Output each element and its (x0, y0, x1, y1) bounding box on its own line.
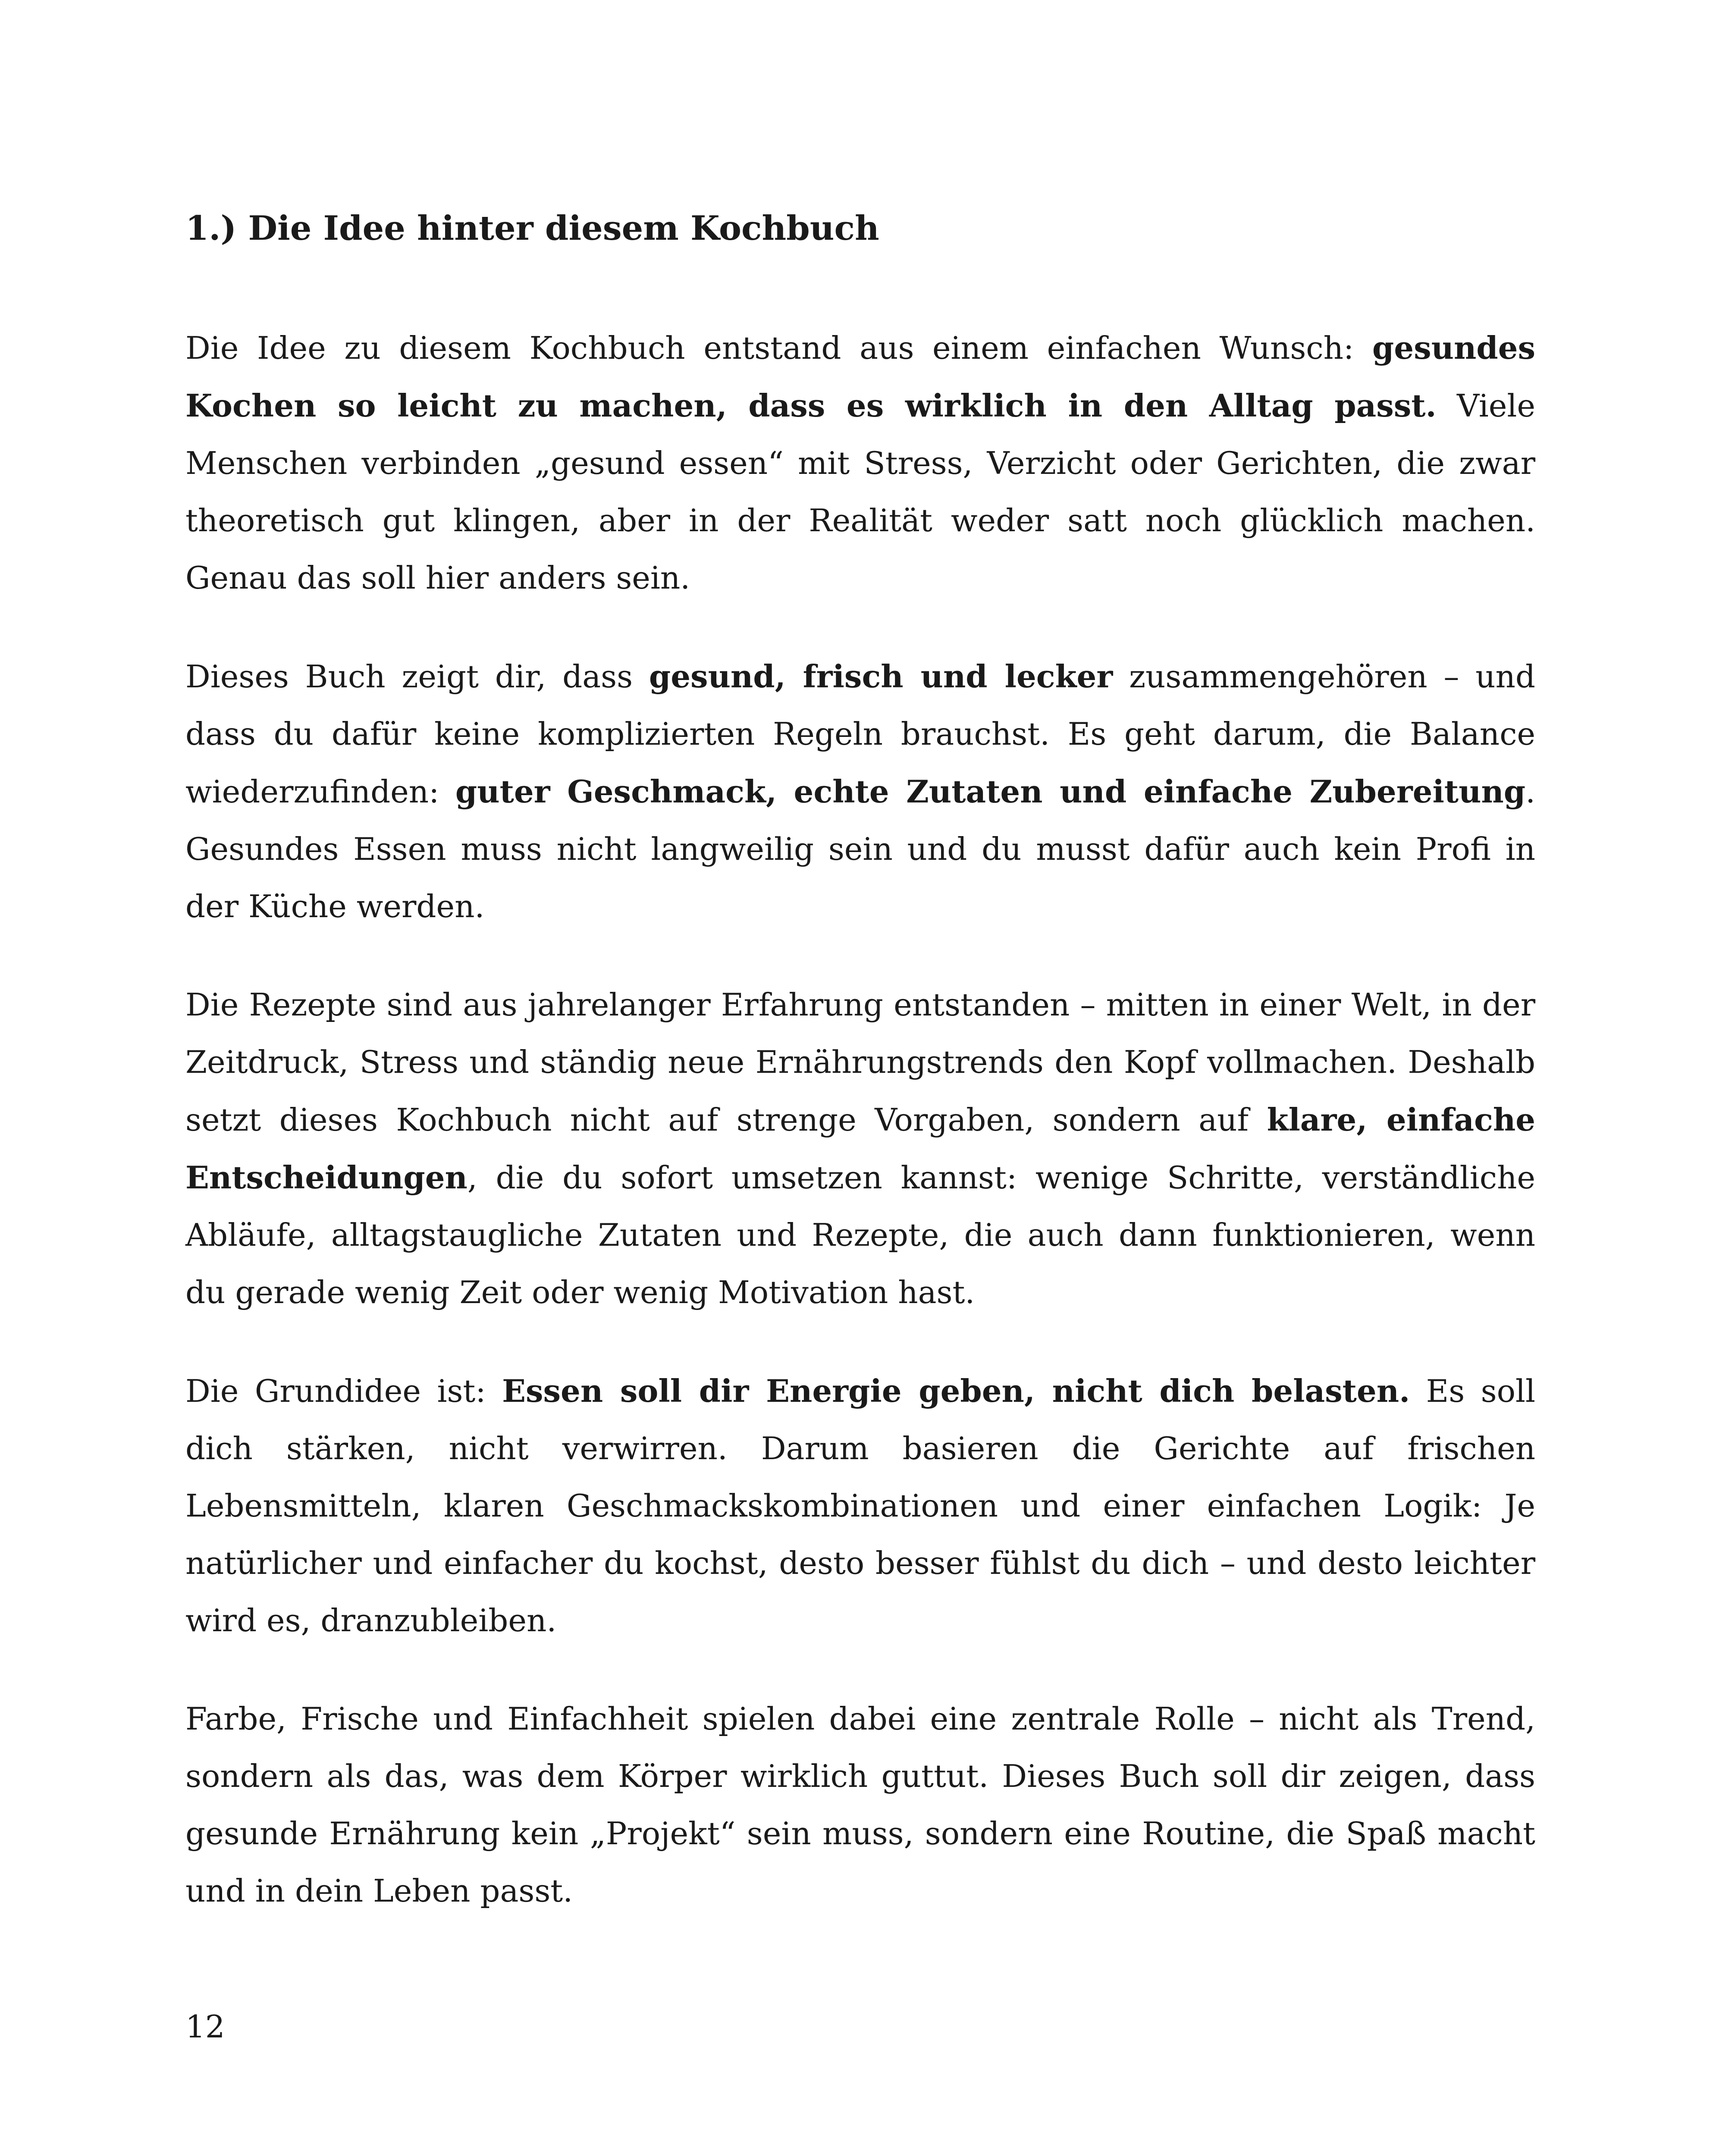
paragraph-1 (185, 319, 1535, 607)
chapter-heading: 1.) Die Idee hinter diesem Kochbuch (185, 209, 879, 248)
emphasis-text: guter Geschmack, echte Zutaten und einfache Zubereitung (455, 773, 1526, 810)
paragraph-text: Die Grundidee ist: (185, 1373, 502, 1409)
paragraph-text: zusammengehören – und dass du dafür keine komplizierten Regeln brauchst. Es geht darum, die Balance wiederzufinden: (185, 658, 1536, 810)
paragraph-text: Farbe, Frische und Einfachheit spielen dabei eine zentrale Rolle – nicht als Trend, sondern als das, was dem Körper wirklich guttut. Dieses Buch soll dir zeigen, dass gesunde Ernährung kein „Projekt“ sein muss, sondern eine Routine, die Spaß macht und in dein Leben passt. (185, 1701, 1535, 1909)
paragraph-text: , die du sofort umsetzen kannst: wenige Schritte, verständliche Abläufe, alltagstaugliche Zutaten und Rezepte, die auch dann funktionieren, wenn du gerade wenig Zeit oder wenig Motivation hast. (185, 1159, 1535, 1310)
paragraph-4 (185, 1362, 1535, 1649)
paragraph-text: Die Rezepte sind aus jahrelanger Erfahrung entstanden – mitten in einer Welt, in der Zeitdruck, Stress und ständig neue Ernährungstrends den Kopf vollmachen. Deshalb setzt dieses Kochbuch nicht auf strenge Vorgaben, sondern auf (185, 987, 1535, 1138)
emphasis-text: gesund, frisch und lecker (649, 658, 1113, 695)
paragraph-text: Dieses Buch zeigt dir, dass (185, 658, 649, 695)
paragraph-text: Viele Menschen verbinden „gesund essen“ mit Stress, Verzicht oder Gerichten, die zwar theoretisch gut klingen, aber in der Realität weder satt noch glücklich machen. Genau das soll hier anders sein. (185, 388, 1536, 596)
page-number: 12 (185, 2009, 225, 2045)
paragraph-5 (185, 1690, 1535, 1920)
page-body (185, 203, 1535, 1961)
paragraph-text: Es soll dich stärken, nicht verwirren. Darum basieren die Gerichte auf frischen Lebensmitteln, klaren Geschmackskombinationen und einer einfachen Logik: Je natürlicher und einfacher du kochst, desto besser fühlst du dich – und desto leichter wird es, dranzubleiben. (185, 1373, 1535, 1639)
paragraph-3 (185, 976, 1535, 1321)
paragraph-text: . Gesundes Essen muss nicht langweilig sein und du musst dafür auch kein Profi in der Küche werden. (185, 774, 1535, 924)
paragraph-text: Die Idee zu diesem Kochbuch entstand aus einem einfachen Wunsch: (185, 330, 1372, 366)
emphasis-text: klare, einfache Entscheidungen (185, 1101, 1535, 1196)
paragraph-2 (185, 648, 1535, 935)
emphasis-text: gesundes Kochen so leicht zu machen, dass es wirklich in den Alltag passt. (185, 329, 1535, 424)
emphasis-text: Essen soll dir Energie geben, nicht dich belasten. (502, 1373, 1410, 1409)
